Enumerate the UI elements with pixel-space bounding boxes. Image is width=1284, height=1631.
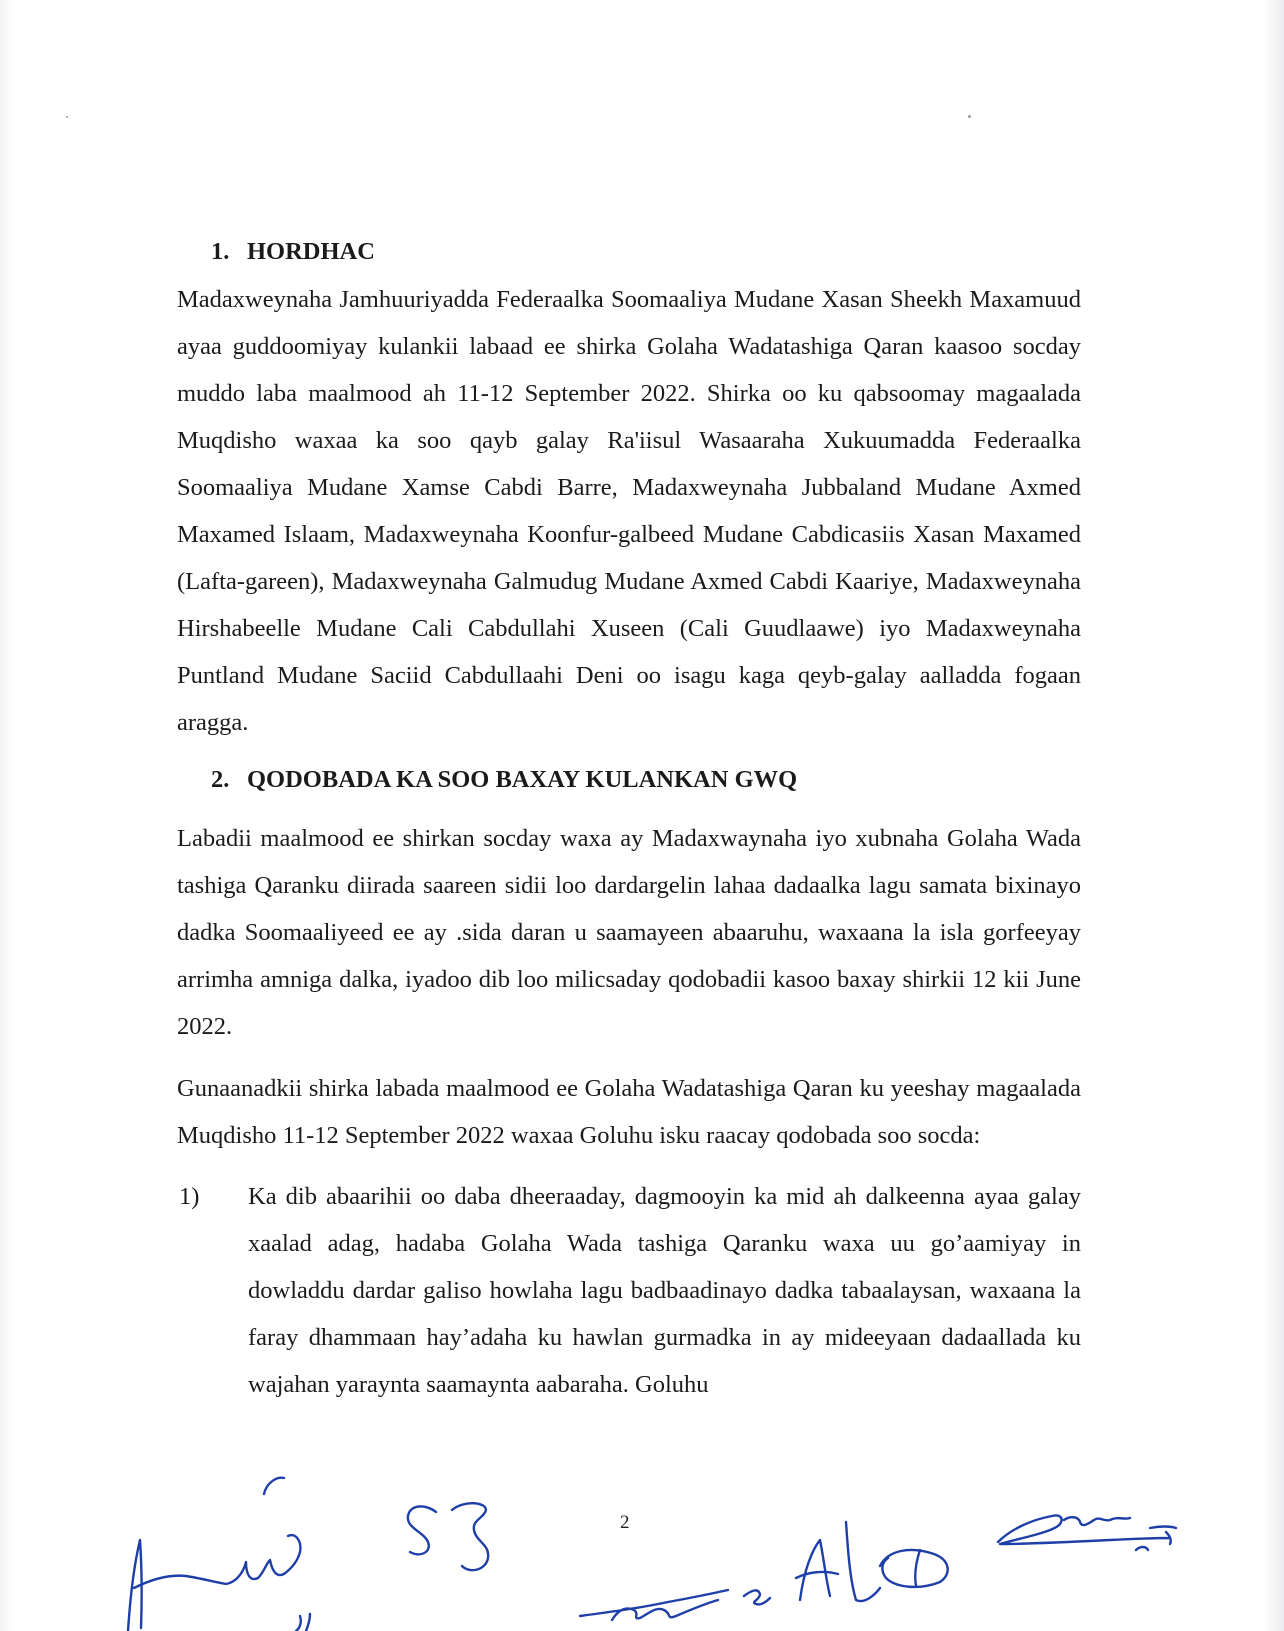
document-body [177,232,1081,1408]
paper-speck [66,116,68,118]
list-item-text: Ka dib abaarihii oo daba dheeraaday, dagmooyin ka mid ah dalkeenna ayaa galay xaalad adag, hadaba Golaha Wada tashiga Qaranku waxa uu go’aamiyay in dowladdu dardar galiso howlaha lagu badbaadinayo dadka tabaalaysan, waxaana la faray dhammaan hay’adaha ku hawlan gurmadka in ay mideeyaan dadaallada ku wajahan yaraynta saamaynta aabaraha. Goluhu [248,1183,1081,1398]
signature-3 [580,1590,770,1620]
signature-1 [128,1478,310,1631]
section-1-title: HORDHAC [247,238,375,265]
section-2-heading [211,760,1081,800]
signature-4 [796,1522,948,1601]
list-item [177,1173,1081,1408]
section-2-title: QODOBADA KA SOO BAXAY KULANKAN GWQ [247,766,798,793]
list-item-marker: 1) [179,1183,200,1210]
section-2-paragraph-1: Labadii maalmood ee shirkan socday waxa ay Madaxwaynaha iyo xubnaha Golaha Wada tashiga Qaranku diirada saareen sidii loo dardargelin lahaa dadaalka lagu samata bixinayo dadka Soomaaliyeed ee ay .sida daran u saamayeen abaaruhu, waxaana la isla gorfeeyay arrimha amniga dalka, iyadoo dib loo milicsaday qodobadii kasoo baxay shirkii 12 kii June 2022. [177,825,1081,1040]
section-1-number: 1. [211,238,230,265]
handwritten-signatures [0,1470,1284,1631]
section-1-paragraph: Madaxweynaha Jamhuuriyadda Federaalka Soomaaliya Mudane Xasan Sheekh Maxamuud ayaa guddoomiyay kulankii labaad ee shirka Golaha Wadatashiga Qaran kaasoo socday muddo laba maalmood ah 11-12 September 2022. Shirka oo ku qabsoomay magaalada Muqdisho waxaa ka soo qayb galay Ra'iisul Wasaaraha Xukuumadda Federaalka Soomaaliya Mudane Xamse Cabdi Barre, Madaxweynaha Jubbaland Mudane Axmed Maxamed Islaam, Madaxweynaha Koonfur-galbeed Mudane Cabdicasiis Xasan Maxamed (Lafta-gareen), Madaxweynaha Galmudug Mudane Axmed Cabdi Kaariye, Madaxweynaha Hirshabeelle Mudane Cali Cabdullahi Xuseen (Cali Guudlaawe) iyo Madaxweynaha Puntland Mudane Saciid Cabdullaahi Deni oo isagu kaga qeyb-galay aalladda fogaan aragga. [177,286,1081,736]
paper-speck [968,115,971,118]
section-1-heading [211,232,1081,272]
signature-2 [408,1503,488,1570]
signature-5 [998,1515,1176,1550]
section-2-number: 2. [211,766,230,793]
page-number: 2 [620,1512,630,1533]
section-2-paragraph-2: Gunaanadkii shirka labada maalmood ee Golaha Wadatashiga Qaran ku yeeshay magaalada Muqdisho 11-12 September 2022 waxaa Goluhu isku raacay qodobada soo socda: [177,1075,1081,1149]
